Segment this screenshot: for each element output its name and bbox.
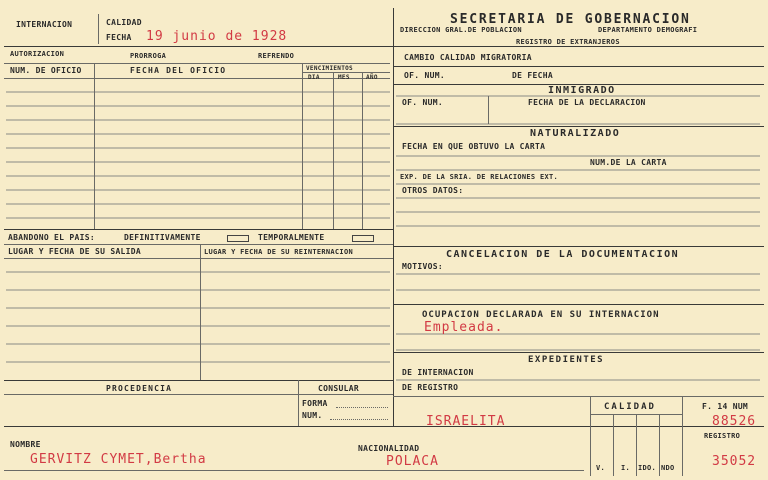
expedientes-heading: EXPEDIENTES	[528, 355, 605, 365]
calidad-col-3	[659, 414, 660, 476]
registro-extranjeros-label: REGISTRO DE EXTRANJEROS	[516, 38, 620, 46]
fecha-declaracion-label: FECHA DE LA DECLARACION	[528, 98, 646, 107]
calidad-col-1	[613, 414, 614, 476]
internacion-label: INTERNACION	[16, 20, 73, 29]
calidad-right-divider	[682, 396, 683, 476]
inmigrado-divider	[488, 96, 489, 124]
oficio-col-divider-4	[362, 72, 363, 229]
abandono-top-rule	[4, 229, 393, 230]
prorroga-label: PRORROGA	[130, 52, 167, 60]
consular-label: CONSULAR	[318, 384, 359, 393]
cancelacion-top-rule	[393, 246, 764, 247]
calidad-heading: CALIDAD	[604, 402, 656, 412]
calidad-left-divider	[590, 396, 591, 476]
nombre-label: NOMBRE	[10, 440, 41, 449]
ocupacion-top-rule	[393, 304, 764, 305]
ocupacion-label: OCUPACION DECLARADA EN SU INTERNACION	[422, 310, 660, 320]
procedencia-label: PROCEDENCIA	[106, 384, 173, 393]
temporalmente-checkbox[interactable]	[352, 235, 374, 242]
refrendo-label: REFRENDO	[258, 52, 295, 60]
inmigrado-heading: INMIGRADO	[548, 85, 616, 96]
naturalizado-top-rule	[393, 126, 764, 127]
center-divider	[393, 8, 394, 426]
num-line	[330, 419, 388, 420]
forma-line	[336, 407, 388, 408]
cambio-calidad-label: CAMBIO CALIDAD MIGRATORIA	[404, 53, 532, 62]
num-label: NUM.	[302, 411, 323, 420]
temporalmente-label: TEMPORALMENTE	[258, 233, 325, 242]
num-oficio-label: NUM. DE OFICIO	[10, 66, 82, 75]
autorizacion-label: AUTORIZACION	[10, 50, 65, 58]
forma-label: FORMA	[302, 399, 328, 408]
mes-label: MES	[338, 74, 350, 81]
calidad-col-i: I.	[621, 464, 631, 472]
abandono-subheader-rule	[4, 258, 393, 259]
cancelacion-heading: CANCELACION DE LA DOCUMENTACION	[446, 249, 680, 260]
procedencia-header-rule	[4, 394, 393, 395]
de-fecha-label: DE FECHA	[512, 71, 553, 80]
otros-datos-label: OTROS DATOS:	[402, 186, 464, 195]
expedientes-top-rule	[393, 352, 764, 353]
calidad-top-rule	[393, 396, 764, 397]
calidad-col-ndo: NDO	[661, 464, 675, 472]
of-num-label: OF. NUM.	[404, 71, 445, 80]
de-registro-label: DE REGISTRO	[402, 383, 459, 392]
calidad-col-ido: IDO.	[638, 464, 657, 472]
abandono-col-divider	[200, 244, 201, 380]
abandono-label: ABANDONO EL PAIS:	[8, 233, 95, 242]
header-divider	[98, 14, 99, 44]
calidad-col-v: V.	[596, 464, 606, 472]
vencimientos-label: VENCIMIENTOS	[306, 65, 353, 72]
consular-divider	[298, 380, 299, 426]
oficio-col-divider-3	[333, 72, 334, 229]
bottom-rule	[4, 426, 764, 427]
abandono-header-rule	[4, 244, 393, 245]
definitivamente-label: DEFINITIVAMENTE	[124, 233, 201, 242]
oficio-col-divider-2	[302, 63, 303, 229]
lugar-reinternacion-label: LUGAR Y FECHA DE SU REINTERNACION	[204, 248, 353, 256]
exp-sria-label: EXP. DE LA SRIA. DE RELACIONES EXT.	[400, 173, 559, 181]
dia-label: DIA	[308, 74, 320, 81]
nombre-underline	[4, 470, 584, 471]
religion-value: ISRAELITA	[426, 414, 506, 429]
motivos-label: MOTIVOS:	[402, 262, 443, 271]
de-internacion-label: DE INTERNACION	[402, 368, 474, 377]
fecha-value: 19 junio de 1928	[146, 29, 288, 44]
calidad-col-2	[636, 414, 637, 476]
cambio-bottom-rule	[393, 66, 764, 67]
secretaria-title: SECRETARIA DE GOBERNACION	[450, 12, 691, 27]
procedencia-top-rule	[4, 380, 393, 381]
nacionalidad-value: POLACA	[386, 454, 439, 469]
oficio-col-divider-1	[94, 63, 95, 229]
nombre-value: GERVITZ CYMET,Bertha	[30, 452, 207, 467]
naturalizado-heading: NATURALIZADO	[530, 128, 621, 139]
nacionalidad-label: NACIONALIDAD	[358, 444, 420, 453]
lugar-salida-label: LUGAR Y FECHA DE SU SALIDA	[8, 247, 142, 256]
ocupacion-value: Empleada.	[424, 320, 504, 335]
registro-value: 35052	[712, 454, 757, 469]
fecha-carta-label: FECHA EN QUE OBTUVO LA CARTA	[402, 142, 546, 151]
direccion-label: DIRECCION GRAL.DE POBLACION	[400, 26, 522, 34]
fecha-label: FECHA	[106, 33, 132, 42]
of-num2-label: OF. NUM.	[402, 98, 443, 107]
num-value: 88526	[712, 414, 757, 429]
num-carta-label: NUM.DE LA CARTA	[590, 158, 667, 167]
calidad-label: CALIDAD	[106, 18, 142, 27]
definitivamente-checkbox[interactable]	[227, 235, 249, 242]
departamento-label: DEPARTAMENTO DEMOGRAFI	[598, 26, 698, 34]
top-rule	[4, 46, 764, 47]
ano-label: AÑO	[366, 74, 378, 81]
form-code-label: F. 14 NUM	[702, 402, 749, 411]
fecha-oficio-label: FECHA DEL OFICIO	[130, 66, 227, 75]
registro-label: REGISTRO	[704, 432, 741, 440]
